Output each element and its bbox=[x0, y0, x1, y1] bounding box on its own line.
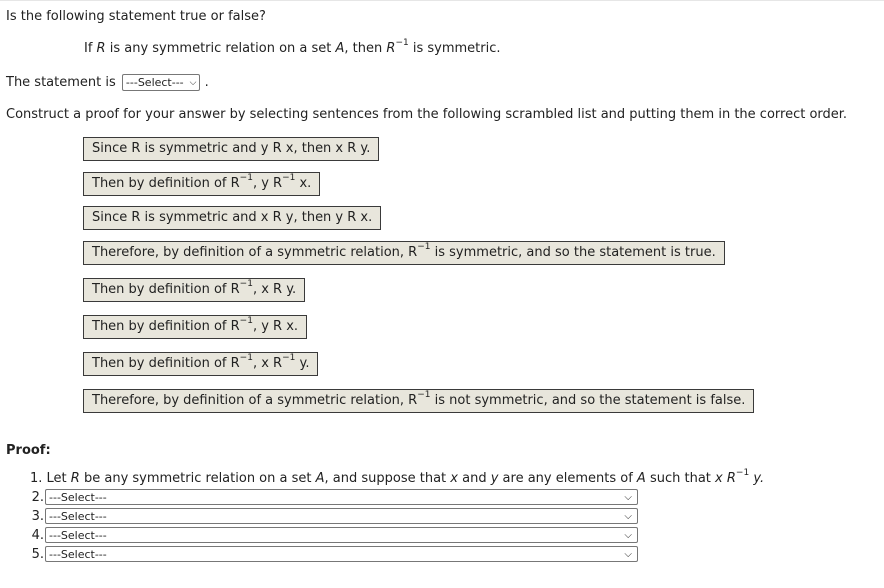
statement: If R is any symmetric relation on a set A, then $R^{-1}$ is symmetric. bbox=[84, 37, 501, 56]
chevron-down-icon: ⌵ bbox=[189, 78, 197, 88]
scrambled-sentence-3[interactable]: Since R is symmetric and x R y, then y R x. bbox=[83, 206, 381, 230]
scrambled-sentence-8[interactable]: Therefore, by definition of a symmetric relation, $R^{-1}$ is not symmetric, and so the statement is false. bbox=[83, 389, 754, 413]
construct-instructions: Construct a proof for your answer by selecting sentences from the following scrambled list and putting them in the correct order. bbox=[6, 107, 848, 122]
proof-step-5-select[interactable]: ---Select--- ⌵ bbox=[45, 546, 638, 562]
proof-label: Proof: bbox=[6, 443, 51, 458]
proof-step-number: 5. bbox=[31, 547, 44, 562]
scrambled-sentence-2[interactable]: Then by definition of $R^{-1}$, y $R^{-1}$ x. bbox=[83, 172, 320, 196]
proof-step-number: 4. bbox=[31, 528, 44, 543]
proof-step-3-select[interactable]: ---Select--- ⌵ bbox=[45, 508, 638, 524]
proof-step-1: 1. Let R be any symmetric relation on a set A, and suppose that x and y are any elements of A such that x $R^{-1}$ y. bbox=[30, 467, 765, 486]
statement-answer-line: The statement is ---Select--- ⌵ . bbox=[6, 75, 209, 90]
scrambled-sentence-7[interactable]: Then by definition of $R^{-1}$, x $R^{-1}$ y. bbox=[83, 352, 318, 376]
scrambled-sentence-5[interactable]: Then by definition of $R^{-1}$, x R y. bbox=[83, 278, 305, 302]
scrambled-sentence-6[interactable]: Then by definition of $R^{-1}$, y R x. bbox=[83, 315, 307, 339]
top-border bbox=[0, 0, 884, 1]
statement-answer-label: The statement is bbox=[6, 75, 116, 90]
proof-step-2-select[interactable]: ---Select--- ⌵ bbox=[45, 489, 638, 505]
proof-step-4-select[interactable]: ---Select--- ⌵ bbox=[45, 527, 638, 543]
scrambled-sentence-4[interactable]: Therefore, by definition of a symmetric relation, $R^{-1}$ is symmetric, and so the statement is true. bbox=[83, 241, 725, 265]
chevron-down-icon: ⌵ bbox=[624, 511, 632, 522]
proof-step-number: 3. bbox=[31, 509, 44, 524]
scrambled-sentence-1[interactable]: Since R is symmetric and y R x, then x R y. bbox=[83, 137, 379, 161]
proof-step-number: 2. bbox=[31, 490, 44, 505]
chevron-down-icon: ⌵ bbox=[624, 549, 632, 560]
chevron-down-icon: ⌵ bbox=[624, 492, 632, 503]
chevron-down-icon: ⌵ bbox=[624, 530, 632, 541]
question-text: Is the following statement true or false? bbox=[6, 9, 266, 24]
true-false-select[interactable]: ---Select--- ⌵ bbox=[122, 74, 201, 91]
